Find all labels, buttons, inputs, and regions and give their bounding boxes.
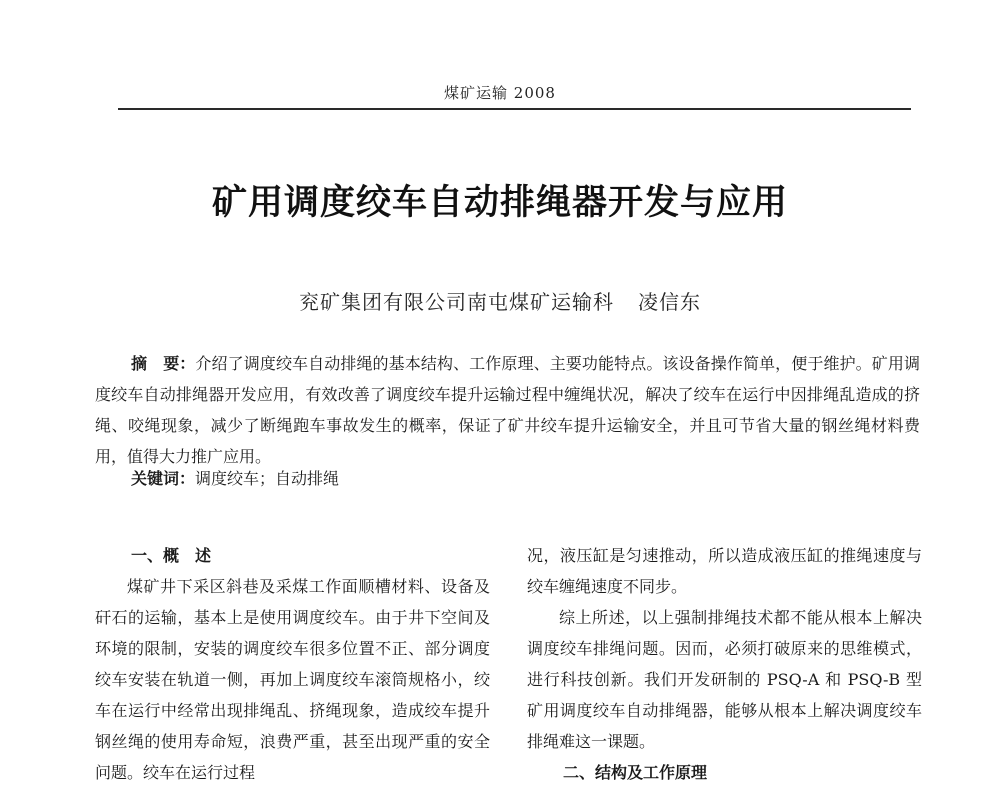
section-heading-overview: 一、概 述 <box>131 546 212 565</box>
body-paragraph: 煤矿井下采区斜巷及采煤工作面顺槽材料、设备及矸石的运输，基本上是使用调度绞车。由于井下空间及环境的限制，安装的调度绞车很多位置不正、部分调度绞车安装在轨道一侧，再加上调度绞车滚筒规格小，绞车在运行中经常出现排绳乱、挤绳现象，造成绞车提升钢丝绳的使用寿命短，浪费严重，甚至出现严重的安全问题。绞车在运行过程 <box>95 577 490 782</box>
body-paragraph: 况，液压缸是匀速推动，所以造成液压缸的推绳速度与绞车缠绳速度不同步。 <box>527 546 922 596</box>
left-column <box>95 540 490 788</box>
keywords-text: 调度绞车；自动排绳 <box>195 469 340 488</box>
abstract-text: 介绍了调度绞车自动排绳的基本结构、工作原理、主要功能特点。该设备操作简单，便于维护。矿用调度绞车自动排绳器开发应用，有效改善了调度绞车提升运输过程中缠绳状况，解决了绞车在运行中因排绳乱造成的挤绳、咬绳现象，减少了断绳跑车事故发生的概率，保证了矿井绞车提升运输安全，并且可节省大量的钢丝绳材料费用，值得大力推广应用。 <box>95 354 920 466</box>
section-heading-structure: 二、结构及工作原理 <box>563 763 708 782</box>
author-line <box>0 286 1000 315</box>
right-column <box>527 540 922 788</box>
author-name: 凌信东 <box>638 290 701 314</box>
abstract-label: 摘 要： <box>131 354 196 373</box>
keywords-label: 关键词： <box>131 469 196 488</box>
header-rule <box>118 108 911 110</box>
journal-header: 煤矿运输 2008 <box>444 84 556 102</box>
keywords <box>131 466 339 489</box>
body-paragraph: 综上所述，以上强制排绳技术都不能从根本上解决调度绞车排绳问题。因而，必须打破原来的思维模式，进行科技创新。我们开发研制的 PSQ-A 和 PSQ-B 型矿用调度绞车自动排绳器，能够从根本上解决调度绞车排绳难这一课题。 <box>527 608 922 751</box>
abstract <box>95 348 920 472</box>
article-title: 矿用调度绞车自动排绳器开发与应用 <box>211 183 788 223</box>
affiliation: 兖矿集团有限公司南屯煤矿运输科 <box>299 290 614 314</box>
